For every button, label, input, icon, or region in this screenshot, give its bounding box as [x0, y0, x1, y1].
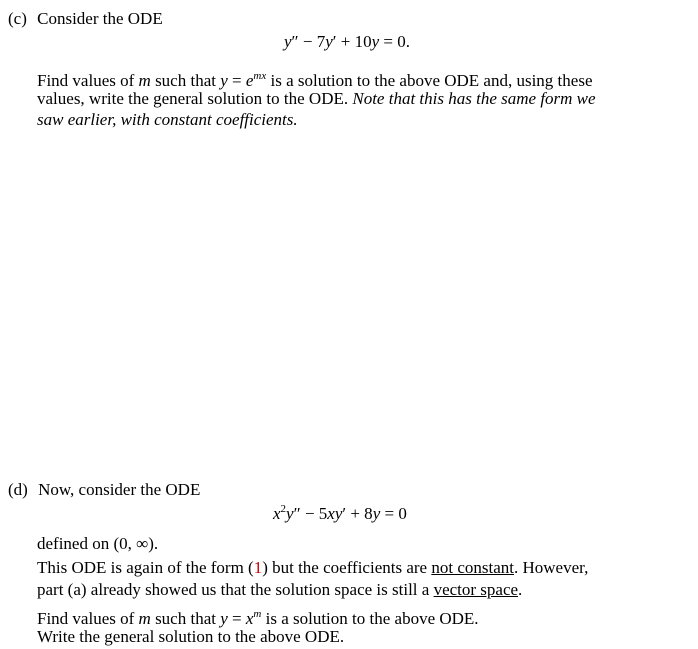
part-d-line-2: This ODE is again of the form (1) but the coefficients are not constant. However, [37, 558, 589, 577]
vector-space-underlined: vector space [433, 580, 519, 599]
part-d-line-5: Write the general solution to the above ODE. [37, 627, 345, 646]
not-constant-underlined: not constant [431, 558, 514, 577]
part-d-equation: $x^2y'' - 5xy' + 8y = 0$ [273, 503, 407, 523]
part-c-equation: y″ − 7y′ + 10y = 0. [284, 32, 410, 51]
part-c-line-3: saw earlier, with constant coefficients. [37, 110, 298, 129]
part-c-line-1: Find values of m such that $y = e^{mx}$ is a solution to the above ODE and, using these [37, 70, 593, 90]
part-c-intro: Consider the ODE [37, 9, 163, 28]
part-d-label: (d) [8, 480, 28, 499]
equation-ref-link[interactable]: 1 [253, 558, 263, 577]
part-d-domain: defined on (0, ∞). [37, 534, 159, 553]
part-d-intro: Now, consider the ODE [38, 480, 201, 499]
part-d-heading [8, 479, 200, 501]
part-c-line-2: values, write the general solution to the ODE. Note that this has the same form we [37, 89, 596, 108]
part-c-label: (c) [8, 9, 27, 28]
part-c-heading [8, 8, 163, 30]
part-d-line-3: part (a) already showed us that the solution space is still a vector space. [37, 580, 523, 599]
part-d-line-4: Find values of m such that $y = x^m$ is a solution to the above ODE. [37, 608, 479, 628]
